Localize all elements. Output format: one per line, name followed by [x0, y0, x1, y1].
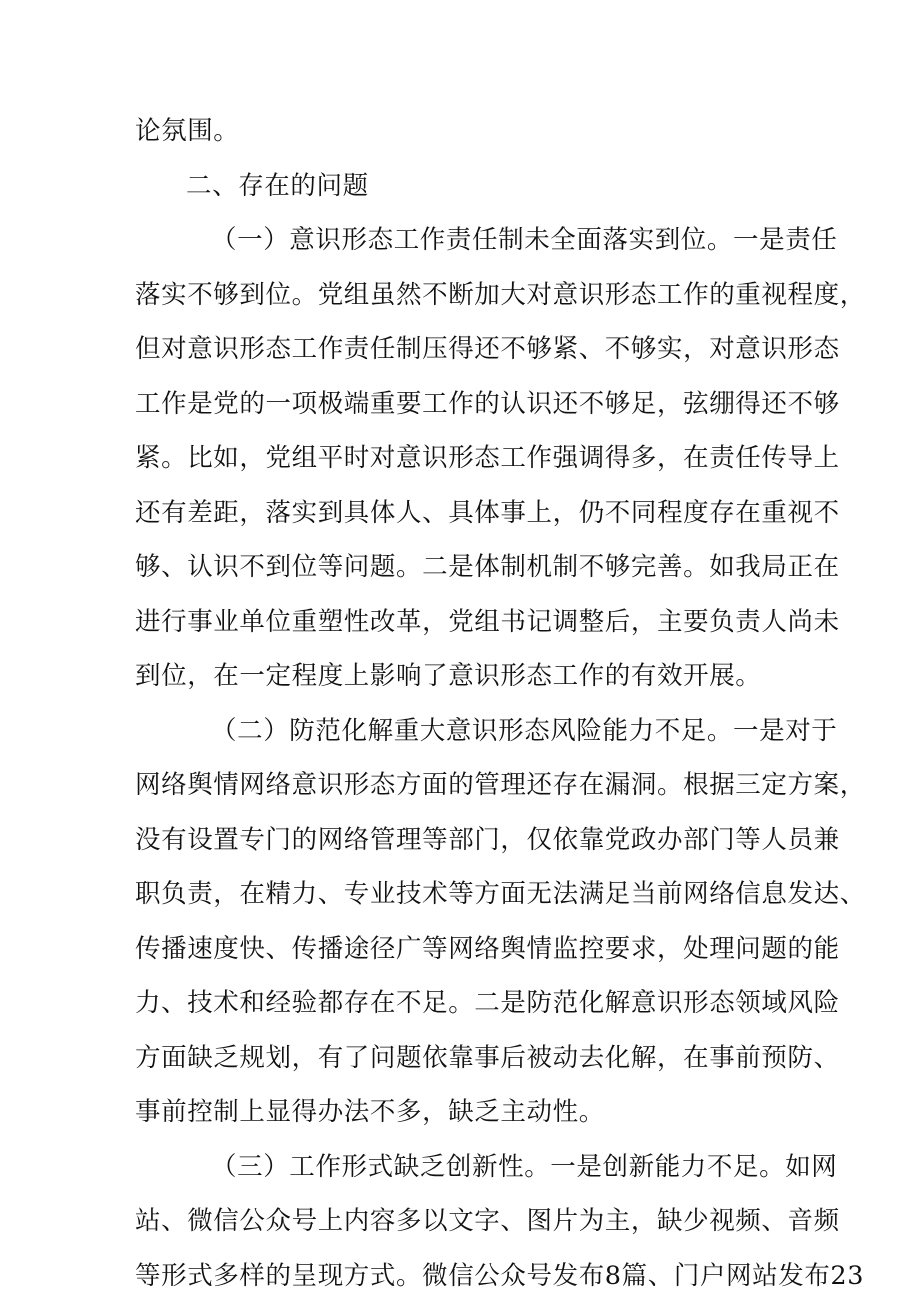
- text-line: 工作是党的一项极端重要工作的认识还不够足，弦绷得还不够: [135, 377, 795, 432]
- text-line: 还有差距，落实到具体人、具体事上，仍不同程度存在重视不: [135, 486, 795, 541]
- text-line: 站、微信公众号上内容多以文字、图片为主，缺少视频、音频: [135, 1194, 795, 1249]
- text-line: 没有设置专门的网络管理等部门，仅依靠党政办部门等人员兼: [135, 813, 795, 868]
- subsection-heading-line: （二）防范化解重大意识形态风险能力不足。一是对于: [135, 704, 795, 759]
- text-line: 等形式多样的呈现方式。微信公众号发布8篇、门户网站发布23: [135, 1249, 795, 1303]
- section-heading: 二、存在的问题: [135, 159, 795, 214]
- subsection-heading-line: （三）工作形式缺乏创新性。一是创新能力不足。如网: [135, 1140, 795, 1195]
- text-line: 够、认识不到位等问题。二是体制机制不够完善。如我局正在: [135, 540, 795, 595]
- text-line: 网络舆情网络意识形态方面的管理还存在漏洞。根据三定方案，: [135, 758, 795, 813]
- text-line: 论氛围。: [135, 104, 795, 159]
- document-body: [135, 104, 795, 1303]
- subsection-heading-line: （一）意识形态工作责任制未全面落实到位。一是责任: [135, 213, 795, 268]
- text-line: 落实不够到位。党组虽然不断加大对意识形态工作的重视程度，: [135, 268, 795, 323]
- text-line: 事前控制上显得办法不多，缺乏主动性。: [135, 1085, 795, 1140]
- text-line: 力、技术和经验都存在不足。二是防范化解意识形态领域风险: [135, 976, 795, 1031]
- text-line: 到位，在一定程度上影响了意识形态工作的有效开展。: [135, 649, 795, 704]
- text-line: 但对意识形态工作责任制压得还不够紧、不够实，对意识形态: [135, 322, 795, 377]
- text-line: 方面缺乏规划，有了问题依靠事后被动去化解，在事前预防、: [135, 1031, 795, 1086]
- text-line: 进行事业单位重塑性改革，党组书记调整后，主要负责人尚未: [135, 595, 795, 650]
- text-line: 职负责，在精力、专业技术等方面无法满足当前网络信息发达、: [135, 867, 795, 922]
- text-line: 紧。比如，党组平时对意识形态工作强调得多，在责任传导上: [135, 431, 795, 486]
- text-line: 传播速度快、传播途径广等网络舆情监控要求，处理问题的能: [135, 922, 795, 977]
